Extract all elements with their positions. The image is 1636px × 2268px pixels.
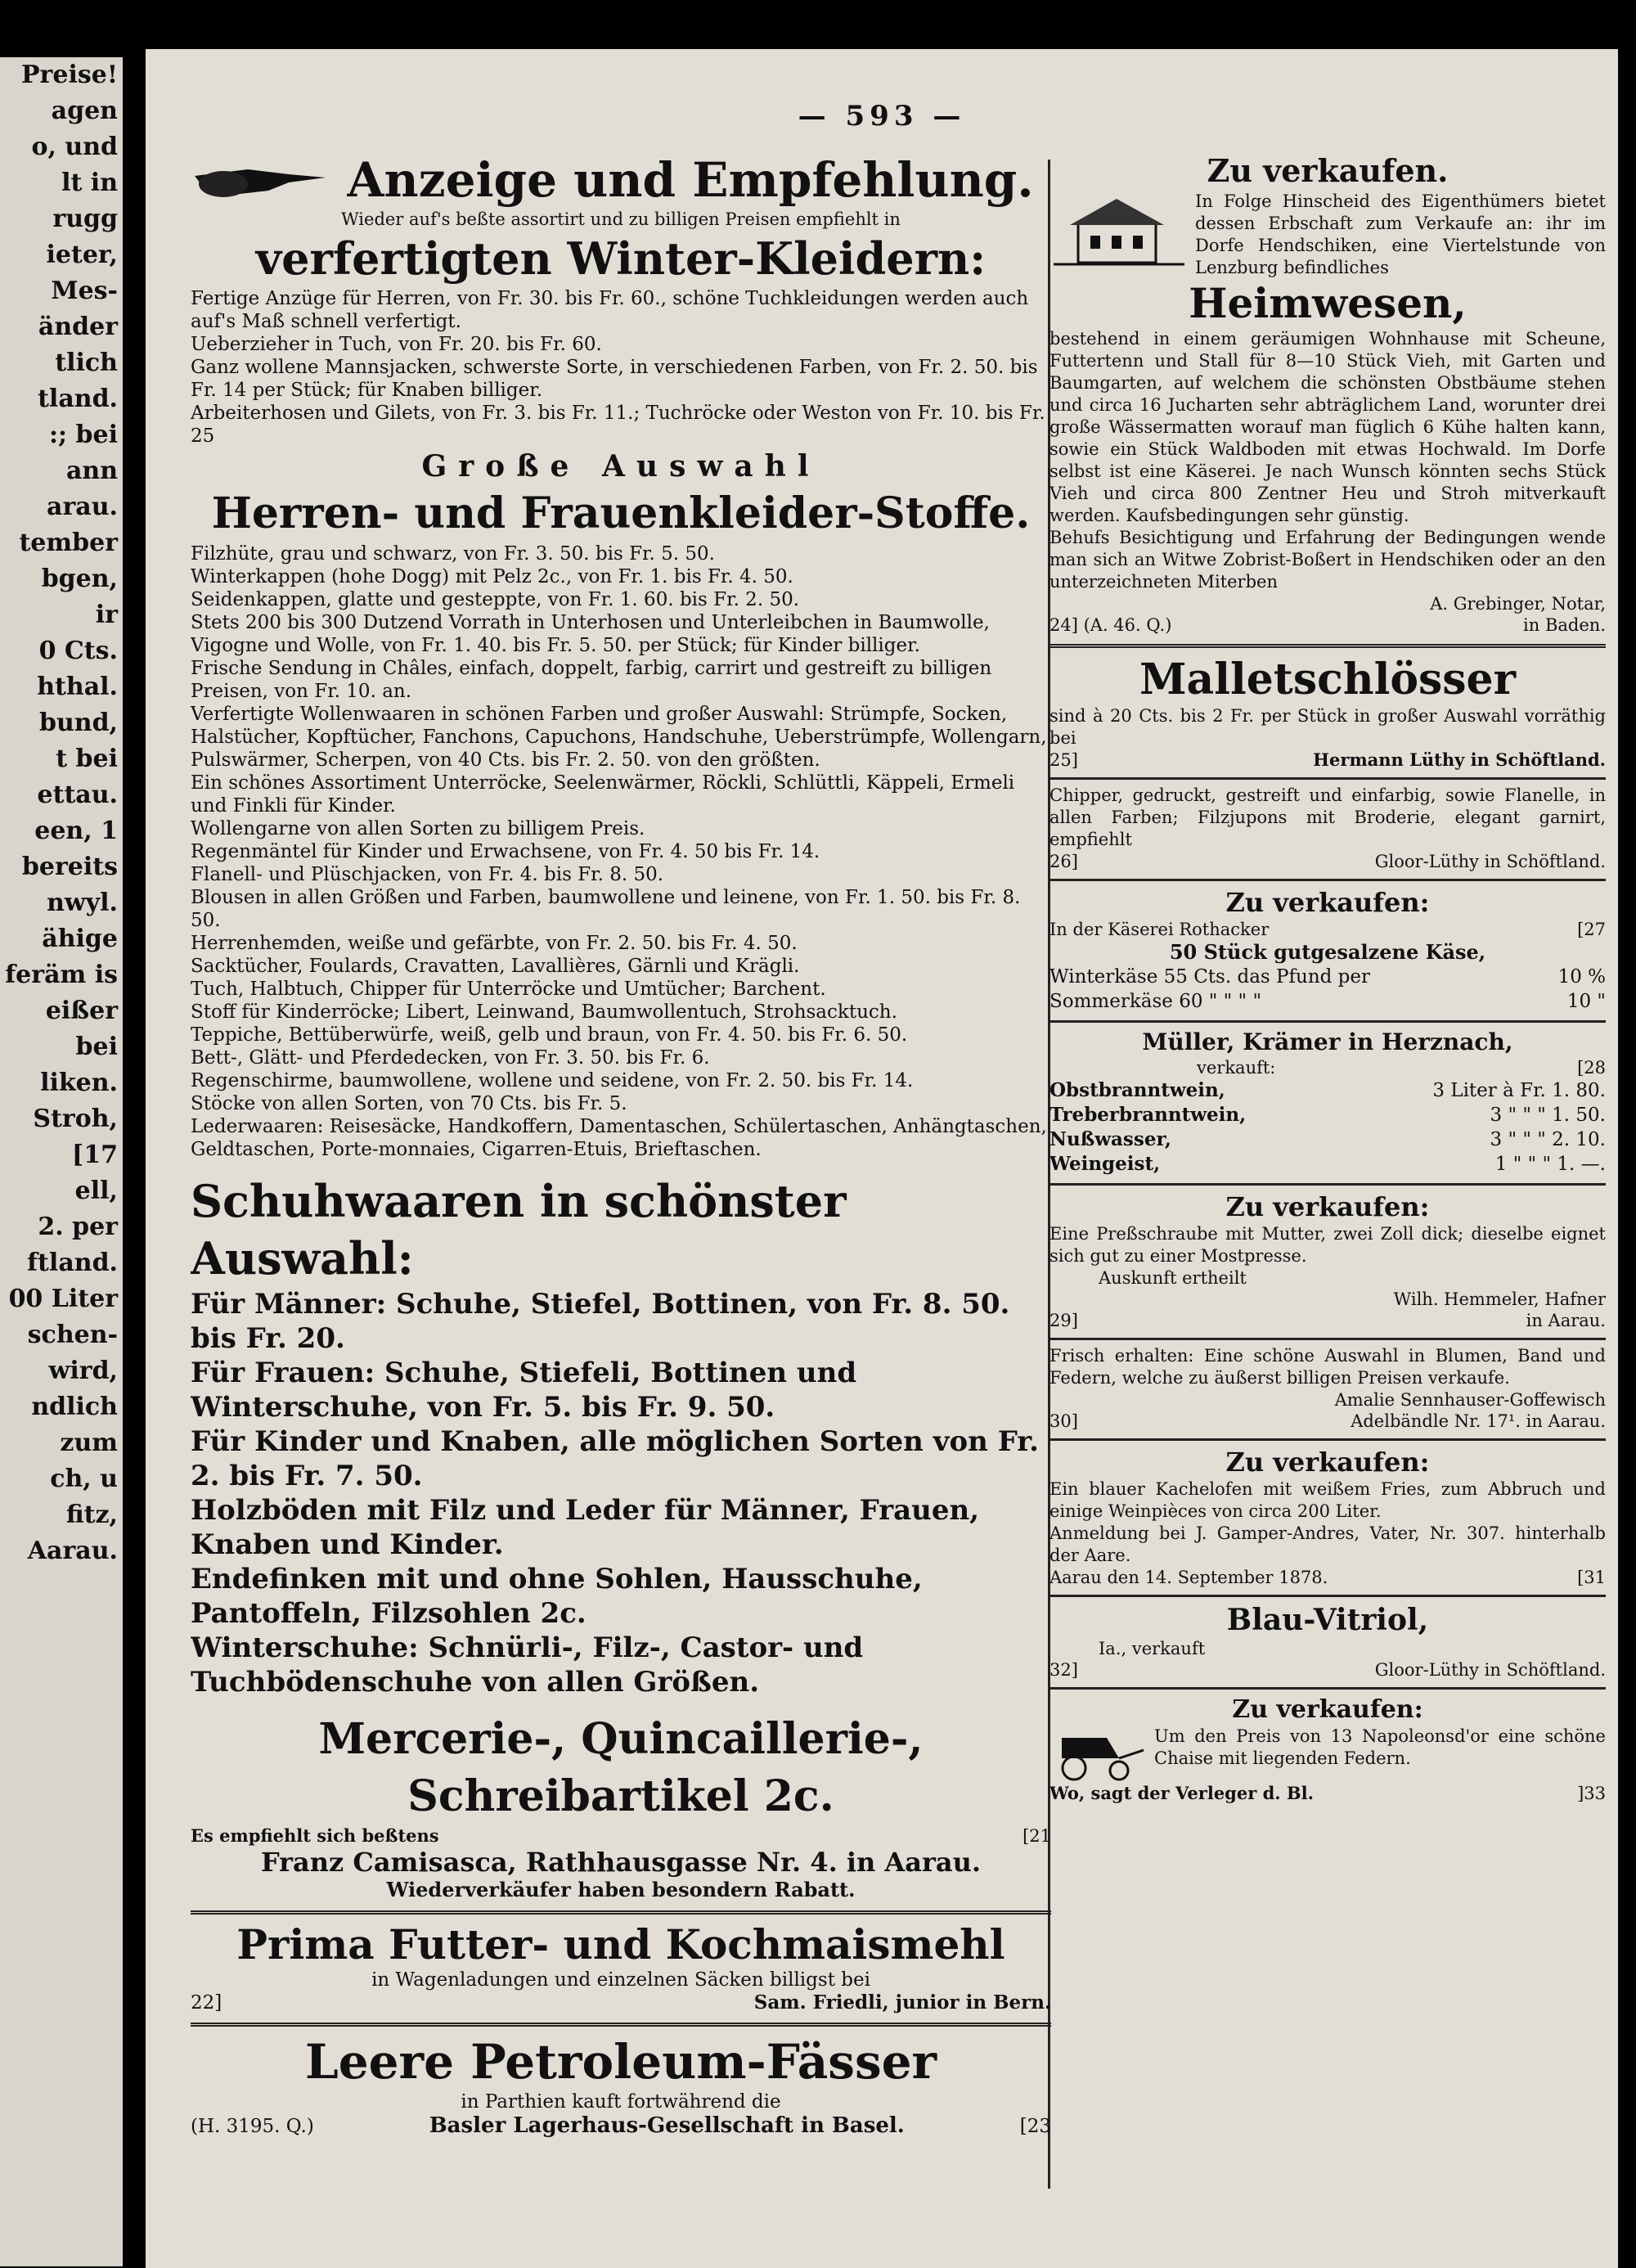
edge-fragment: bgen, <box>41 565 118 593</box>
ad1-title: Zu verkaufen. <box>1207 152 1449 189</box>
ad5-price-row <box>1049 1078 1606 1103</box>
adjacent-page-strip <box>0 57 123 2266</box>
petroleum-ref: (H. 3195. Q.) <box>191 2116 314 2137</box>
edge-fragment: schen- <box>27 1321 118 1349</box>
divider <box>1049 644 1606 648</box>
ad5-price-row <box>1049 1103 1606 1127</box>
ad3-number: 26] <box>1049 852 1078 871</box>
edge-fragment: zum <box>60 1429 118 1457</box>
ad4-price-table <box>1049 965 1606 1014</box>
ad5-number: [28 <box>1577 1058 1606 1078</box>
ad8-text: Ein blauer Kachelofen mit weißem Fries, zum Abbruch und einige Weinpièces von circa 200 Liter. <box>1049 1479 1606 1521</box>
ad5-price: 3 Liter à Fr. 1. 80. <box>1432 1080 1606 1101</box>
edge-fragment: änder <box>38 313 118 341</box>
prima-heading: Prima Futter- und Kochmaismehl <box>236 1920 1005 1969</box>
ad4-number: [27 <box>1577 920 1606 939</box>
divider <box>191 2023 1051 2027</box>
edge-fragment: 2. per <box>38 1213 118 1241</box>
petroleum-text: in Parthien kauft fortwährend die <box>461 2091 781 2113</box>
ad4-price-value: 10 " <box>1566 991 1606 1012</box>
stoffe-item: Blousen in allen Größen und Farben, baumwollene und leinene, von Fr. 1. 50. bis Fr. 8. 50. <box>191 887 1021 931</box>
ad9-footer <box>1049 1659 1606 1681</box>
ad4-price-value: 10 % <box>1557 966 1606 988</box>
edge-fragment: ann <box>65 457 118 485</box>
ad5-product: Obstbranntwein, <box>1049 1079 1225 1101</box>
edge-fragment: agen <box>51 97 118 125</box>
divider <box>1049 879 1606 881</box>
divider <box>1049 1687 1606 1690</box>
stoffe-item: Lederwaaren: Reisesäcke, Handkoffern, Damentaschen, Schülertaschen, Anhängtaschen, Geldtaschen, Porte-monnaies, Cigarren-Etuis, Brieftaschen. <box>191 1116 1047 1160</box>
ad5-heading: Müller, Krämer in Herznach, <box>1142 1028 1513 1055</box>
stoffe-item: Stöcke von allen Sorten, von 70 Cts. bis Fr. 5. <box>191 1093 627 1114</box>
edge-fragment: ir <box>95 601 118 629</box>
edge-fragment: nwyl. <box>47 889 118 917</box>
ad1-text3: Behufs Besichtigung und Erfahrung der Bedingungen wende man sich an Witwe Zobrist-Boßert in Hendschiken oder an den unterzeichneten Miterben <box>1049 528 1606 592</box>
ad-number-21: [21 <box>1022 1826 1051 1846</box>
edge-fragment: tlich <box>55 349 118 377</box>
edge-fragment: ettau. <box>37 781 118 809</box>
edge-fragment: tland. <box>38 385 118 413</box>
prima-text: in Wagenladungen und einzelnen Säcken billigst bei <box>371 1969 870 1991</box>
ad8-title: Zu verkaufen: <box>1225 1447 1430 1478</box>
ad5-product: Nußwasser, <box>1049 1128 1171 1150</box>
petroleum-sig-row <box>191 2113 1051 2138</box>
ad6-place: in Aarau. <box>1526 1311 1606 1330</box>
ad10-text: Um den Preis von 13 Napoleonsd'or eine schöne Chaise mit liegenden Federn. <box>1154 1726 1606 1768</box>
stoffe-item: Sacktücher, Foulards, Cravatten, Lavallières, Gärnli und Krägli. <box>191 956 800 977</box>
ad6-footer <box>1049 1310 1606 1331</box>
stoffe-heading: Herren- und Frauenkleider-Stoffe. <box>211 488 1031 538</box>
stoffe-item: Seidenkappen, glatte und gesteppte, von Fr. 1. 60. bis Fr. 2. 50. <box>191 589 800 610</box>
divider <box>1049 1020 1606 1023</box>
edge-fragment: feräm is <box>5 961 118 989</box>
edge-fragment: Preise! <box>21 61 118 89</box>
ad4-price-row <box>1049 965 1606 989</box>
ad5-price: 3 " " " 1. 50. <box>1490 1105 1606 1126</box>
ad1-signature: A. Grebinger, Notar, <box>1430 594 1606 614</box>
edge-fragment: rugg <box>52 205 118 233</box>
ad9-text: Ia., verkauft <box>1099 1639 1206 1658</box>
stoffe-item: Filzhüte, grau und schwarz, von Fr. 3. 50. bis Fr. 5. 50. <box>191 543 715 565</box>
ad2-number: 25] <box>1049 750 1078 770</box>
stoffe-item: Winterkappen (hohe Dogg) mit Pelz 2c., von Fr. 1. bis Fr. 4. 50. <box>191 566 793 587</box>
ad6-auskunft: Auskunft ertheilt <box>1099 1268 1247 1288</box>
stoffe-item: Tuch, Halbtuch, Chipper für Unterröcke und Umtücher; Barchent. <box>191 979 826 1000</box>
edge-fragment: [17 <box>72 1141 118 1169</box>
edge-fragment: o, und <box>31 133 118 161</box>
intro-line: Wieder auf's beßte assortirt und zu billigen Preisen empfiehlt in <box>341 209 901 229</box>
ad6-title: Zu verkaufen: <box>1225 1191 1430 1222</box>
stoffe-item: Regenmäntel für Kinder und Erwachsene, von Fr. 4. 50 bis Fr. 14. <box>191 841 820 862</box>
ad1-text1: In Folge Hinscheid des Eigenthümers bietet dessen Erbschaft zum Verkaufe an: ihr im Dorfe Hendschiken, eine Viertelstunde von Lenzburg befindliches <box>1195 191 1606 277</box>
stoffe-item: Ein schönes Assortiment Unterröcke, Seelenwärmer, Röckli, Schlüttli, Käppeli, Ermeli und Finkli für Kinder. <box>191 772 1015 817</box>
ad5-price: 1 " " " 1. —. <box>1494 1154 1606 1175</box>
ad8-footer <box>1049 1567 1606 1588</box>
ad7-number: 30] <box>1049 1411 1078 1431</box>
edge-fragment: bereits <box>21 853 118 881</box>
edge-fragment: liken. <box>40 1069 118 1097</box>
ad3-signature: Gloor-Lüthy in Schöftland. <box>1374 852 1606 871</box>
ad1-text2: bestehend in einem geräumigen Wohnhause mit Scheune, Futtertenn und Stall für 8—10 Stück Vieh, mit Garten und Baumgarten, auf welchem die schönsten Obstbäume stehen und circa 16 Jucharten sehr abträglichem Land, worunter drei große Wässermatten worauf man füglich 6 Kühe halten kann, sowie ein Stück Waldboden mit etwas Hochwald. Im Dorfe selbst ist eine Käserei. Je nach Wunsch könnten sechs Stück Vieh und circa 800 Zentner Heu und Stroh mitverkauft werden. Kaufsbedingungen sehr günstig. <box>1049 329 1606 525</box>
stoffe-item: Herrenhemden, weiße und gefärbte, von Fr. 2. 50. bis Fr. 4. 50. <box>191 933 798 954</box>
edge-fragment: 0 Cts. <box>38 637 118 665</box>
mercerie-heading: Mercerie-, Quincaillerie-, Schreibartikel 2c. <box>318 1714 924 1821</box>
divider <box>1049 1438 1606 1441</box>
edge-fragment: bund, <box>38 709 118 737</box>
stoffe-item: Verfertigte Wollenwaaren in schönen Farben und großer Auswahl: Strümpfe, Socken, Halstücher, Kopftücher, Fanchons, Capuchons, Handschuhe, Ueberstrümpfe, Wollengarn, Pulswärmer, Scherpen, von 40 Cts. bis Fr. 2. 50. von den größten. <box>191 704 1047 771</box>
edge-fragment: tember <box>19 529 118 557</box>
winter-item: Arbeiterhosen und Gilets, von Fr. 3. bis Fr. 11.; Tuchröcke oder Weston von Fr. 10. bis Fr. 25 <box>191 403 1045 447</box>
ad6-number: 29] <box>1049 1311 1078 1330</box>
edge-fragment: wird, <box>48 1357 118 1385</box>
ad7-footer <box>1049 1411 1606 1432</box>
stoffe-item: Regenschirme, baumwollene, wollene und seidene, von Fr. 2. 50. bis Fr. 14. <box>191 1070 914 1091</box>
schuh-item: Für Männer: Schuhe, Stiefel, Bottinen, von Fr. 8. 50. bis Fr. 20. <box>191 1288 1010 1355</box>
divider <box>1049 1338 1606 1340</box>
prima-sig-row <box>191 1991 1051 2014</box>
ad6-text: Eine Preßschraube mit Mutter, zwei Zoll dick; dieselbe eignet sich gut zu einer Mostpresse. <box>1049 1224 1606 1266</box>
stoffe-item: Bett-, Glätt- und Pferdedecken, von Fr. 3. 50. bis Fr. 6. <box>191 1047 710 1069</box>
grosse-auswahl: Große Auswahl <box>421 449 820 484</box>
edge-fragment: ch, u <box>50 1465 118 1493</box>
winter-item: Ueberzieher in Tuch, von Fr. 20. bis Fr. 60. <box>191 334 602 355</box>
edge-fragment: eißer <box>45 997 118 1025</box>
winter-items <box>191 287 1051 448</box>
ad5-price-row <box>1049 1127 1606 1152</box>
edge-fragment: ftland. <box>27 1249 118 1277</box>
ad10-number: ]33 <box>1577 1784 1606 1803</box>
edge-fragment: Mes- <box>51 277 118 305</box>
edge-fragment: ieter, <box>46 241 118 269</box>
edge-fragment: Aarau. <box>27 1537 118 1565</box>
edge-fragment: hthal. <box>37 673 118 701</box>
ad2-heading: Malletschlösser <box>1139 655 1517 704</box>
edge-fragment: t bei <box>56 745 118 773</box>
edge-fragment: bei <box>75 1033 118 1061</box>
edge-fragment: ell, <box>74 1177 118 1205</box>
ad2-text: sind à 20 Cts. bis 2 Fr. per Stück in großer Auswahl vorräthig bei <box>1049 706 1606 748</box>
divider <box>1049 777 1606 780</box>
edge-fragment: 00 Liter <box>8 1285 118 1313</box>
ad10-title: Zu verkaufen: <box>1232 1695 1423 1724</box>
edge-fragment: fitz, <box>65 1501 118 1529</box>
ad4-price-label: Sommerkäse 60 " " " " <box>1049 991 1262 1012</box>
ad1-number: 24] (A. 46. Q.) <box>1049 615 1172 635</box>
edge-fragment: een, 1 <box>34 817 118 845</box>
petroleum-signature: Basler Lagerhaus-Gesellschaft in Basel. <box>429 2113 905 2138</box>
stoffe-item: Stoff für Kinderröcke; Libert, Leinwand, Baumwollentuch, Strohsacktuch. <box>191 1001 897 1023</box>
schuh-items <box>191 1287 1051 1699</box>
edge-fragment: ndlich <box>31 1393 118 1421</box>
rabatt-note: Wiederverkäufer haben besondern Rabatt. <box>386 1878 856 1901</box>
winter-heading: verfertigten Winter-Kleidern: <box>255 232 987 285</box>
ad2-footer <box>1049 749 1606 771</box>
ad2-signature: Hermann Lüthy in Schöftland. <box>1313 749 1606 770</box>
ad9-number: 32] <box>1049 1660 1078 1680</box>
ad8-text2: Anmeldung bei J. Gamper-Andres, Vater, Nr. 307. hinterhalb der Aare. <box>1049 1523 1606 1565</box>
ad10-footer <box>1049 1783 1606 1804</box>
ad4-price-label: Winterkäse 55 Cts. das Pfund per <box>1049 966 1370 988</box>
petroleum-heading: Leere Petroleum-Fässer <box>304 2034 937 2090</box>
prima-signature: Sam. Friedli, junior in Bern. <box>753 1991 1051 2014</box>
winter-item: Ganz wollene Mannsjacken, schwerste Sorte, in verschiedenen Farben, von Fr. 2. 50. bis Fr. 14 per Stück; für Knaben billiger. <box>191 357 1038 401</box>
house-icon <box>1049 191 1189 268</box>
schuh-item: Winterschuhe: Schnürli-, Filz-, Castor- und Tuchbödenschuhe von allen Größen. <box>191 1631 864 1699</box>
stoffe-item: Teppiche, Bettüberwürfe, weiß, gelb und braun, von Fr. 4. 50. bis Fr. 6. 50. <box>191 1024 908 1046</box>
ad4-kaese: 50 Stück gutgesalzene Käse, <box>1169 940 1486 964</box>
stoffe-item: Stets 200 bis 300 Dutzend Vorrath in Unterhosen und Unterleibchen in Baumwolle, Vigogne und Wolle, von Fr. 1. 40. bis Fr. 5. 50. per Stück; für Kinder billiger. <box>191 612 990 656</box>
empfiehlt-row <box>191 1825 1051 1847</box>
edge-fragment: arau. <box>47 493 118 521</box>
ad1-heading: Heimwesen, <box>1189 279 1467 327</box>
left-column <box>191 151 1051 2189</box>
camisasca-signature: Franz Camisasca, Rathhausgasse Nr. 4. in Aarau. <box>261 1847 981 1878</box>
schuh-item: Endefinken mit und ohne Sohlen, Hausschuhe, Pantoffeln, Filzsohlen 2c. <box>191 1563 923 1630</box>
edge-fragment: Stroh, <box>33 1105 118 1133</box>
right-column <box>1049 151 1606 2189</box>
ad1-place: in Baden. <box>1523 615 1606 635</box>
ad8-date: Aarau den 14. September 1878. <box>1049 1568 1328 1587</box>
ad9-heading: Blau-Vitriol, <box>1226 1603 1429 1637</box>
ad1-footer <box>1049 614 1606 636</box>
ad4-price-row <box>1049 989 1606 1014</box>
schuh-item: Für Kinder und Knaben, alle möglichen Sorten von Fr. 2. bis Fr. 7. 50. <box>191 1425 1039 1492</box>
schuh-heading: Schuhwaaren in schönster Auswahl: <box>191 1175 847 1285</box>
ad5-product: Weingeist, <box>1049 1153 1161 1175</box>
divider <box>191 1910 1051 1915</box>
ad8-number: [31 <box>1577 1568 1606 1587</box>
ad5-price-row <box>1049 1152 1606 1177</box>
ad10-body <box>1049 1726 1606 1783</box>
ad5-price-table <box>1049 1078 1606 1177</box>
ad7-text: Frisch erhalten: Eine schöne Auswahl in Blumen, Band und Federn, welche zu äußerst billigen Preisen verkaufe. <box>1049 1346 1606 1388</box>
divider <box>1049 1595 1606 1597</box>
winter-item: Fertige Anzüge für Herren, von Fr. 30. bis Fr. 60., schöne Tuchkleidungen werden auch auf's Maß schnell verfertigt. <box>191 288 1029 332</box>
ad4-kaeserei: In der Käserei Rothacker <box>1049 920 1270 939</box>
main-title: Anzeige und Empfehlung. <box>347 152 1034 208</box>
schuh-item: Für Frauen: Schuhe, Stiefeli, Bottinen und Winterschuhe, von Fr. 5. bis Fr. 9. 50. <box>191 1357 857 1424</box>
edge-fragment: lt in <box>61 169 118 197</box>
stoffe-item: Frische Sendung in Châles, einfach, doppelt, farbig, carrirt und gestreift zu billigen Preisen, von Fr. 10. an. <box>191 658 992 702</box>
edge-fragment: ähige <box>42 925 118 953</box>
title-row <box>191 151 1051 209</box>
ad5-product: Treberbranntwein, <box>1049 1104 1247 1126</box>
pointing-hand-icon <box>191 151 330 209</box>
schuh-item: Holzböden mit Filz und Leder für Männer, Frauen, Knaben und Kinder. <box>191 1494 980 1561</box>
carriage-icon <box>1049 1726 1148 1783</box>
ad7-address: Adelbändle Nr. 17¹. in Aarau. <box>1351 1411 1606 1431</box>
stoffe-items <box>191 542 1051 1161</box>
ad10-wo: Wo, sagt der Verleger d. Bl. <box>1049 1783 1314 1803</box>
ad6-signature: Wilh. Hemmeler, Hafner <box>1393 1289 1606 1309</box>
ad4-title: Zu verkaufen: <box>1225 887 1430 918</box>
empfiehlt-text: Es empfiehlt sich beßtens <box>191 1825 439 1846</box>
ad5-verkauft-row <box>1049 1057 1606 1078</box>
divider <box>1049 1183 1606 1186</box>
ad7-signature: Amalie Sennhauser-Goffewisch <box>1334 1390 1606 1410</box>
ad-number-23: [23 <box>1019 2116 1051 2137</box>
page-number: — 593 — <box>798 100 966 133</box>
ad4-line1 <box>1049 919 1606 940</box>
ad5-verkauft: verkauft: <box>1197 1058 1276 1078</box>
stoffe-item: Flanell- und Plüschjacken, von Fr. 4. bis Fr. 8. 50. <box>191 864 664 885</box>
ad3-text: Chipper, gedruckt, gestreift und einfarbig, sowie Flanelle, in allen Farben; Filzjupons mit Broderie, elegant garnirt, empfiehlt <box>1049 785 1606 849</box>
ad-number-22: 22] <box>191 1992 222 2014</box>
edge-fragment: :; bei <box>48 421 118 449</box>
ad1-intro <box>1049 191 1606 279</box>
ad3-footer <box>1049 851 1606 872</box>
ad5-price: 3 " " " 2. 10. <box>1490 1129 1606 1150</box>
stoffe-item: Wollengarne von allen Sorten zu billigem Preis. <box>191 818 645 839</box>
ad9-signature: Gloor-Lüthy in Schöftland. <box>1374 1660 1606 1680</box>
newspaper-page <box>146 49 1618 2268</box>
